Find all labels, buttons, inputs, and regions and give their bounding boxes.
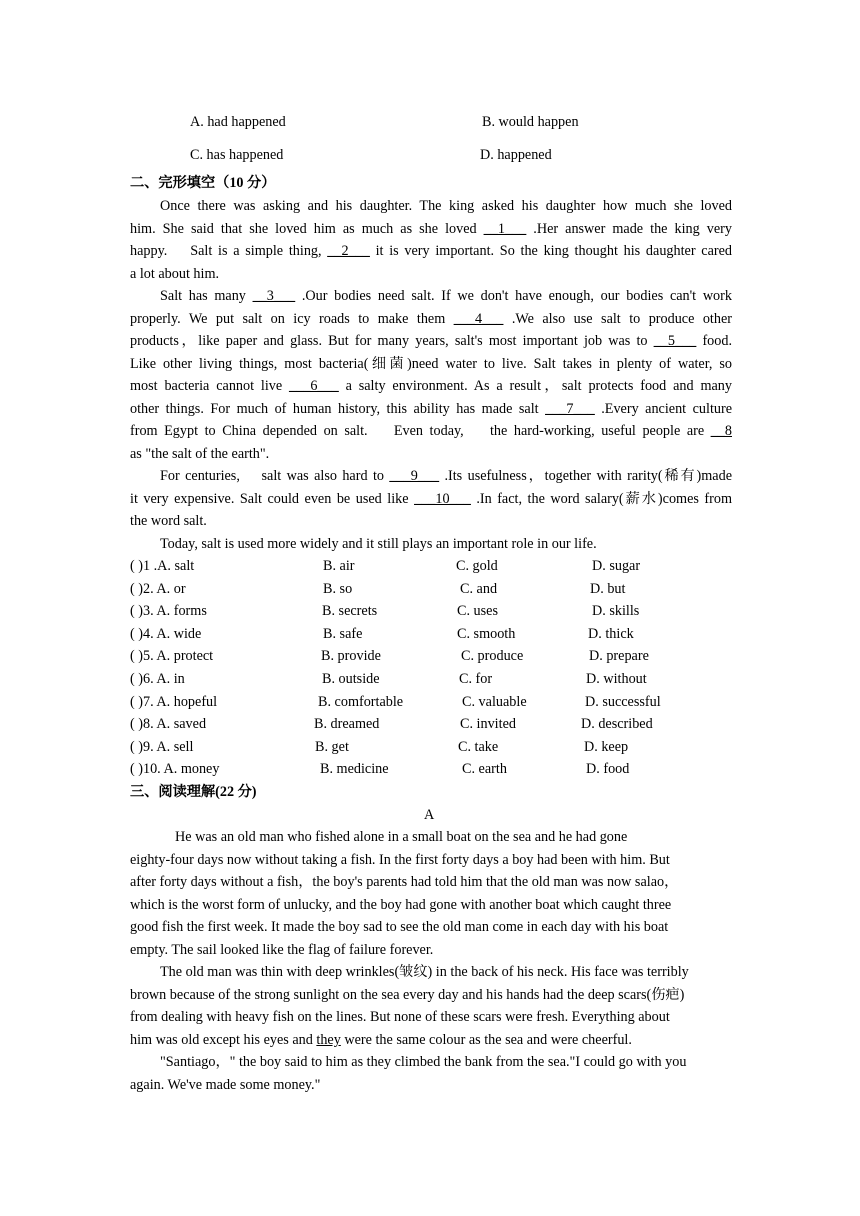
section-heading-score: (22 分) <box>215 784 257 800</box>
cloze-p3-line <box>160 467 732 485</box>
cloze-p2-line-pre: most bacteria cannot live <box>130 378 290 394</box>
option-c: C. smooth <box>457 625 516 642</box>
reading-p1-line: good fish the first week. It made the boy sad to see the old man come in each day with his boat <box>130 919 669 935</box>
reading-p2-line <box>130 1031 632 1049</box>
question-number-option-a: ( )1 .A. salt <box>130 558 195 574</box>
question-number-option-a: ( )10. A. money <box>130 761 220 778</box>
option-c: C. valuable <box>462 693 527 710</box>
cloze-p2-line <box>130 332 732 350</box>
cloze-p2-line <box>130 377 732 395</box>
cloze-p1-line: Once there was asking and his daughter. The king asked his daughter how much she loved <box>160 198 732 214</box>
reading-p1-line: which is the worst form of unlucky, and the boy had gone with another boat which caught three <box>130 897 672 913</box>
option-d: D. successful <box>585 693 661 710</box>
option-b: B. would happen <box>482 114 579 130</box>
cloze-p3-line-post: .In fact, the word salary(薪水)comes from <box>470 490 732 507</box>
option-d: D. happened <box>480 147 552 163</box>
cloze-p1-line-blank: __1___ <box>483 220 527 237</box>
cloze-p2-line <box>130 400 732 418</box>
option-b: B. provide <box>321 648 381 665</box>
cloze-p3-line-pre: it very expensive. Salt could even be used like <box>130 490 415 507</box>
option-c: C. for <box>459 671 493 687</box>
cloze-p2-line-post: .We also use salt to produce other <box>503 310 732 327</box>
cloze-p2-line-pre: Salt has many <box>160 288 253 304</box>
cloze-p4-line: Today, salt is used more widely and it still plays an important role in our life. <box>160 536 597 552</box>
reading-p2-line: brown because of the strong sunlight on the sea every day and his hands had the deep scars(伤疤) <box>130 987 685 1003</box>
reading-p3-line: again. We've made some money." <box>130 1077 321 1093</box>
cloze-p2-line <box>160 287 732 305</box>
cloze-p1-line-pre: him. She said that she loved him as much as she loved <box>130 220 484 237</box>
cloze-p3-line-blank: ___10___ <box>414 490 471 507</box>
reading-p2-text: were the same colour as the sea and were cheerful. <box>340 1032 632 1048</box>
cloze-p2-line-post: a salty environment. As a result，salt protects food and many <box>338 378 732 394</box>
option-b: B. secrets <box>322 603 378 620</box>
option-b: B. outside <box>322 671 380 687</box>
cloze-p1-line <box>130 242 732 260</box>
question-number-option-a: ( )4. A. wide <box>130 625 202 642</box>
cloze-p2-line-blank: ___6___ <box>289 378 339 394</box>
cloze-p1-line-post: it is very important. So the king thought his daughter cared <box>369 243 733 259</box>
option-d: D. keep <box>584 738 629 755</box>
cloze-p2-line-post: food. <box>696 333 732 349</box>
option-d: D. food <box>586 761 630 778</box>
cloze-p3-line-blank: ___9___ <box>389 468 440 484</box>
cloze-p2-line-pre: other things. For much of human history, this ability has made salt <box>130 400 546 417</box>
option-c: C. produce <box>461 648 524 665</box>
cloze-p2-line <box>130 422 732 440</box>
cloze-p2-line-blank: ___7___ <box>545 400 595 417</box>
section-heading-prefix: 三、阅读理解 <box>130 784 216 800</box>
underlined-word: they <box>316 1032 341 1048</box>
option-d: D. described <box>581 716 653 733</box>
reading-p1-line: eighty-four days now without taking a fish. In the first forty days a boy had been with him. But <box>130 852 670 868</box>
reading-p1-line: He was an old man who fished alone in a small boat on the sea and he had gone <box>175 829 628 845</box>
option-d: D. but <box>590 580 626 597</box>
option-b: B. comfortable <box>318 693 404 710</box>
option-b: B. air <box>323 558 355 574</box>
cloze-p2-line: as "the salt of the earth". <box>130 445 270 462</box>
option-d: D. sugar <box>592 558 641 574</box>
option-b: B. dreamed <box>314 716 380 733</box>
cloze-p2-line-pre: properly. We put salt on icy roads to make them <box>130 310 454 327</box>
option-b: B. medicine <box>320 761 389 778</box>
option-b: B. safe <box>323 625 363 642</box>
option-a: A. had happened <box>190 114 286 130</box>
reading-p1-line: after forty days without a fish，the boy's parents had told him that the old man was now salao， <box>130 874 679 890</box>
section-heading-cloze: 二、完形填空（10 分） <box>130 175 276 191</box>
option-b: B. so <box>323 580 353 597</box>
cloze-p1-line-post: .Her answer made the king very <box>526 220 732 237</box>
section-heading-reading <box>130 783 257 801</box>
option-c: C. gold <box>456 558 498 574</box>
question-number-option-a: ( )5. A. protect <box>130 648 214 665</box>
question-number-option-a: ( )7. A. hopeful <box>130 693 218 710</box>
reading-p2-text: him was old except his eyes and <box>130 1032 317 1048</box>
reading-p2-line: from dealing with heavy fish on the lines. But none of these scars were fresh. Everything about <box>130 1009 670 1025</box>
question-number-option-a: ( )3. A. forms <box>130 603 207 620</box>
option-c: C. and <box>460 580 498 597</box>
option-c: C. take <box>458 738 499 755</box>
cloze-p3-line-post: .Its usefulness，together with rarity(稀有)made <box>439 468 732 484</box>
cloze-p2-line-post: .Every ancient culture <box>594 400 733 417</box>
cloze-p2-line-blank: __5___ <box>653 333 697 349</box>
reading-p3-line: "Santiago，" the boy said to him as they climbed the bank from the sea."I could go with you <box>160 1054 687 1070</box>
option-d: D. prepare <box>589 648 649 665</box>
cloze-p3-line-pre: For centuries, salt was also hard to <box>160 468 390 484</box>
option-b: B. get <box>315 738 349 755</box>
option-c: C. earth <box>462 761 507 778</box>
option-d: D. skills <box>592 603 640 620</box>
option-c: C. invited <box>460 716 516 733</box>
question-number-option-a: ( )9. A. sell <box>130 738 194 755</box>
cloze-p2-line-blank: __8 <box>710 423 732 439</box>
question-number-option-a: ( )8. A. saved <box>130 716 207 733</box>
cloze-p1-line: a lot about him. <box>130 265 220 282</box>
reading-p1-line: empty. The sail looked like the flag of failure forever. <box>130 942 434 958</box>
cloze-p1-line-pre: happy. Salt is a simple thing, <box>130 243 328 259</box>
cloze-p1-line <box>130 220 732 238</box>
cloze-p3-line <box>130 490 732 508</box>
option-d: D. thick <box>588 625 634 642</box>
option-c: C. uses <box>457 603 498 620</box>
cloze-p2-line-blank: __3___ <box>252 288 296 304</box>
reading-p2-line: The old man was thin with deep wrinkles(皱纹) in the back of his neck. His face was terribly <box>160 964 689 980</box>
cloze-p2-line-pre: products，like paper and glass. But for many years, salt's most important job was to <box>130 333 654 349</box>
cloze-p2-line <box>130 310 732 328</box>
passage-label: A <box>424 807 435 823</box>
cloze-p2-line: Like other living things, most bacteria(细菌)need water to live. Salt takes in plenty of water, so <box>130 355 732 372</box>
cloze-p2-line-blank: ___4___ <box>453 310 504 327</box>
option-d: D. without <box>586 671 647 687</box>
cloze-p2-line-post: .Our bodies need salt. If we don't have enough, our bodies can't work <box>295 288 732 304</box>
question-number-option-a: ( )2. A. or <box>130 580 186 597</box>
cloze-p3-line: the word salt. <box>130 513 207 529</box>
question-number-option-a: ( )6. A. in <box>130 671 185 687</box>
option-c: C. has happened <box>190 147 284 163</box>
cloze-p1-line-blank: __2___ <box>327 243 370 259</box>
cloze-p2-line-pre: from Egypt to China depended on salt. Even today, the hard-working, useful people are <box>130 423 711 439</box>
